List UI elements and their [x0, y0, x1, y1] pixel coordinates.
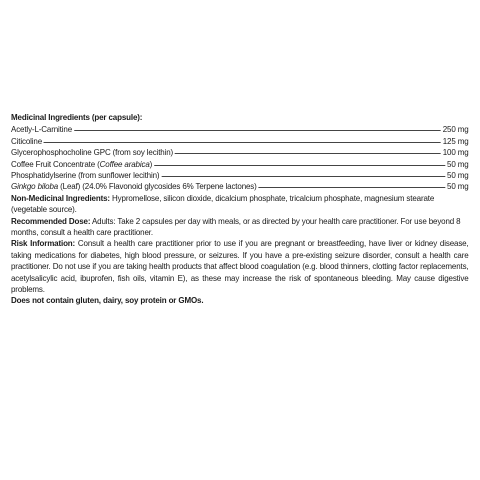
- leader-line: [259, 187, 446, 188]
- ingredient-name: Glycerophosphocholine GPC (from soy lecithin): [11, 147, 174, 158]
- ingredient-amount: 250 mg: [442, 124, 469, 135]
- ingredient-amount: 50 mg: [447, 181, 469, 192]
- ingredient-row: [11, 170, 469, 181]
- non-medicinal-text: Hypromellose, silicon dioxide, dicalcium phosphate, tricalcium phosphate, magnesium stearate (vegetable source).: [11, 192, 435, 215]
- leader-line: [44, 142, 441, 143]
- leader-line: [154, 165, 445, 166]
- leader-line: [175, 153, 441, 154]
- ingredient-amount: 50 mg: [447, 169, 469, 180]
- non-medicinal-heading: Non-Medicinal Ingredients:: [11, 192, 110, 203]
- medicinal-ingredients-heading: Medicinal Ingredients (per capsule):: [11, 112, 143, 122]
- ingredient-name: Ginkgo biloba (Leaf) (24.0% Flavonoid glycosides 6% Terpene lactones): [11, 181, 257, 192]
- ingredient-list: [11, 124, 469, 192]
- allergen-statement: Does not contain gluten, dairy, soy protein or GMOs.: [11, 295, 204, 306]
- leader-line: [74, 130, 441, 131]
- product-label: [11, 112, 469, 307]
- dose-text: Adults: Take 2 capsules per day with meals, or as directed by your health care practitioner. For use beyond 8 months, consult a health care practitioner.: [11, 215, 461, 237]
- ingredient-amount: 125 mg: [442, 135, 469, 146]
- ingredient-name: Coffee Fruit Concentrate (Coffee arabica): [11, 158, 153, 169]
- risk-information: [11, 238, 469, 295]
- ingredient-name: Acetly-L-Carnitine: [11, 124, 73, 135]
- risk-heading: Risk Information:: [11, 238, 76, 249]
- ingredient-name: Citicoline: [11, 135, 43, 146]
- ingredient-row: [11, 181, 469, 192]
- dose-heading: Recommended Dose:: [11, 215, 91, 226]
- recommended-dose: [11, 216, 469, 239]
- ingredient-amount: 100 mg: [442, 147, 469, 158]
- leader-line: [161, 176, 445, 177]
- ingredient-row: [11, 159, 469, 170]
- ingredient-name: Phosphatidylserine (from sunflower lecithin): [11, 169, 160, 180]
- ingredient-amount: 50 mg: [447, 158, 469, 169]
- non-medicinal-ingredients: [11, 193, 469, 216]
- medicinal-ingredients-section: [11, 112, 469, 193]
- ingredient-row: [11, 147, 469, 158]
- risk-text: Consult a health care practitioner prior to use if you are pregnant or breastfeeding, have liver or kidney disease, taking medications for diabetes, high blood pressure, or seizures. If you have a pre-existing seizure disorder, consult a health care practitioner. Do not use if you are taking health products that affect blood coagulation (e.g. blood thinners, clotting factor replacements, acetylsalicylic acid, ibuprofen, fish oils, vitamin E), as these may increase the risk of spontaneous bleeding. May cause digestive problems.: [11, 238, 469, 294]
- ingredient-row: [11, 124, 469, 135]
- ingredient-row: [11, 136, 469, 147]
